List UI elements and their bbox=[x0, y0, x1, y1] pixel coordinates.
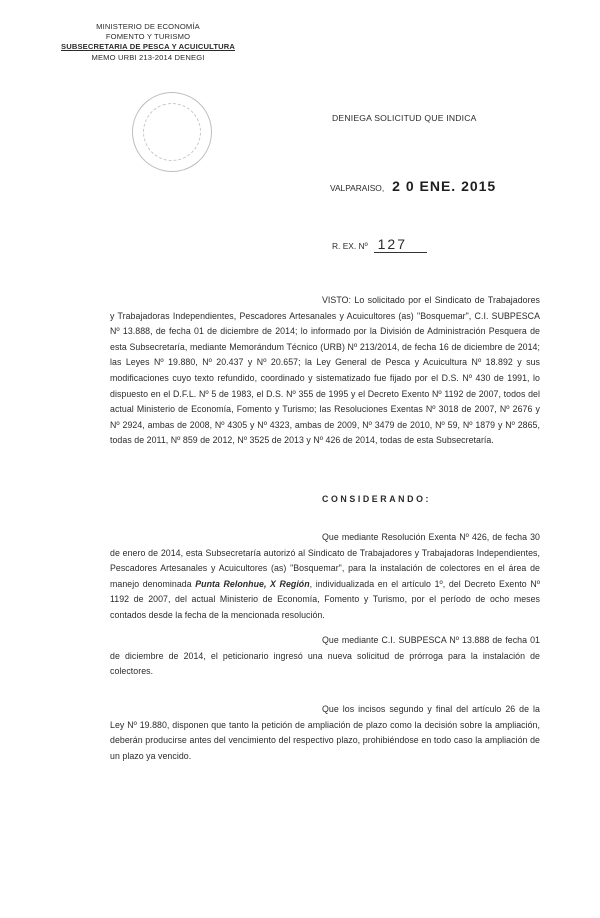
letterhead bbox=[48, 22, 248, 63]
letterhead-ministry: MINISTERIO DE ECONOMÍA bbox=[96, 22, 200, 31]
date-label: VALPARAISO, bbox=[330, 183, 385, 193]
p1-before: Que mediante Resolución Exenta Nº 426, de fecha 30 de enero de 2014, esta Subsecretaría autorizó al Sindicato de Trabajadores y Trabajadoras Independientes, Pescadores Artesanales y Acuicultores (as) "Bosquemar", para la instalación de colectores en el área de manejo denominada bbox=[110, 532, 540, 589]
resolution-number: 127 bbox=[374, 236, 427, 253]
p1-emphasis: Punta Relonhue, X Región bbox=[195, 578, 310, 589]
document-subject: DENIEGA SOLICITUD QUE INDICA bbox=[332, 113, 477, 123]
visto-lead: VISTO: bbox=[322, 295, 351, 305]
date-line bbox=[330, 178, 496, 194]
office-stamp bbox=[122, 82, 223, 183]
visto-text: Lo solicitado por el Sindicato de Trabajadores y Trabajadoras Independientes, Pescadores Artesanales y Acuicultores (as) "Bosquemar", C.I. SUBPESCA Nº 13.888, de fecha 01 de diciembre de 2014; lo informado por la División de Administración Pesquera de esta Subsecretaría, mediante Memorándum Técnico (URB) Nº 213/2014, de fecha 16 de diciembre de 2014; las Leyes Nº 19.880, Nº 20.437 y Nº 20.657; la Ley General de Pesca y Acuicultura Nº 18.892 y sus modificaciones cuyo texto refundido, coordinado y sistematizado fue fijado por el D.S. Nº 430 de 1991, lo dispuesto en el D.F.L. Nº 5 de 1983, el D.S. Nº 355 de 1995 y el Decreto Exento Nº 1192 de 2007, todos del actual Ministerio de Economía, Fomento y Turismo; las Resoluciones Exentas Nº 3018 de 2007, Nº 2676 y Nº 2924, ambas de 2008, Nº 4305 y Nº 4323, ambas de 2009, Nº 3479 de 2010, Nº 59, Nº 1879 y Nº 2865, todas de 2011, Nº 859 de 2012, Nº 3525 de 2013 y Nº 426 de 2014, todas de esta Subsecretaría. bbox=[110, 295, 540, 446]
p1-after: , individualizada en el artículo 1º, del Decreto Exento Nº 1192 de 2007, del actual Ministerio de Economía, Fomento y Turismo, por el período de ocho meses contados desde la fecha de la mencionada resolución. bbox=[110, 578, 540, 620]
considerando-paragraph-1 bbox=[110, 530, 540, 624]
considerando-heading: CONSIDERANDO: bbox=[322, 494, 432, 504]
letterhead-memo: MEMO URBI 213-2014 DENEGI bbox=[91, 52, 205, 62]
letterhead-subsecretaria: SUBSECRETARIA DE PESCA Y ACUICULTURA bbox=[60, 42, 236, 52]
letterhead-ministry-sub: FOMENTO Y TURISMO bbox=[105, 32, 191, 42]
visto-paragraph bbox=[110, 293, 540, 449]
date-value: 2 0 ENE. 2015 bbox=[392, 178, 497, 194]
considerando-paragraph-3: Que los incisos segundo y final del artículo 26 de la Ley Nº 19.880, disponen que tanto la petición de ampliación de plazo como la decisión sobre la ampliación, deberán producirse antes del vencimiento del respectivo plazo, prohibiéndose en todo caso la ampliación de un plazo ya vencido. bbox=[110, 704, 540, 761]
resolution-label: R. EX. Nº bbox=[332, 241, 368, 251]
considerando-paragraph-2: Que mediante C.I. SUBPESCA Nº 13.888 de fecha 01 de diciembre de 2014, el peticionario ingresó una nueva solicitud de prórroga para la instalación de colectores. bbox=[110, 635, 540, 677]
resolution-line bbox=[332, 236, 427, 253]
